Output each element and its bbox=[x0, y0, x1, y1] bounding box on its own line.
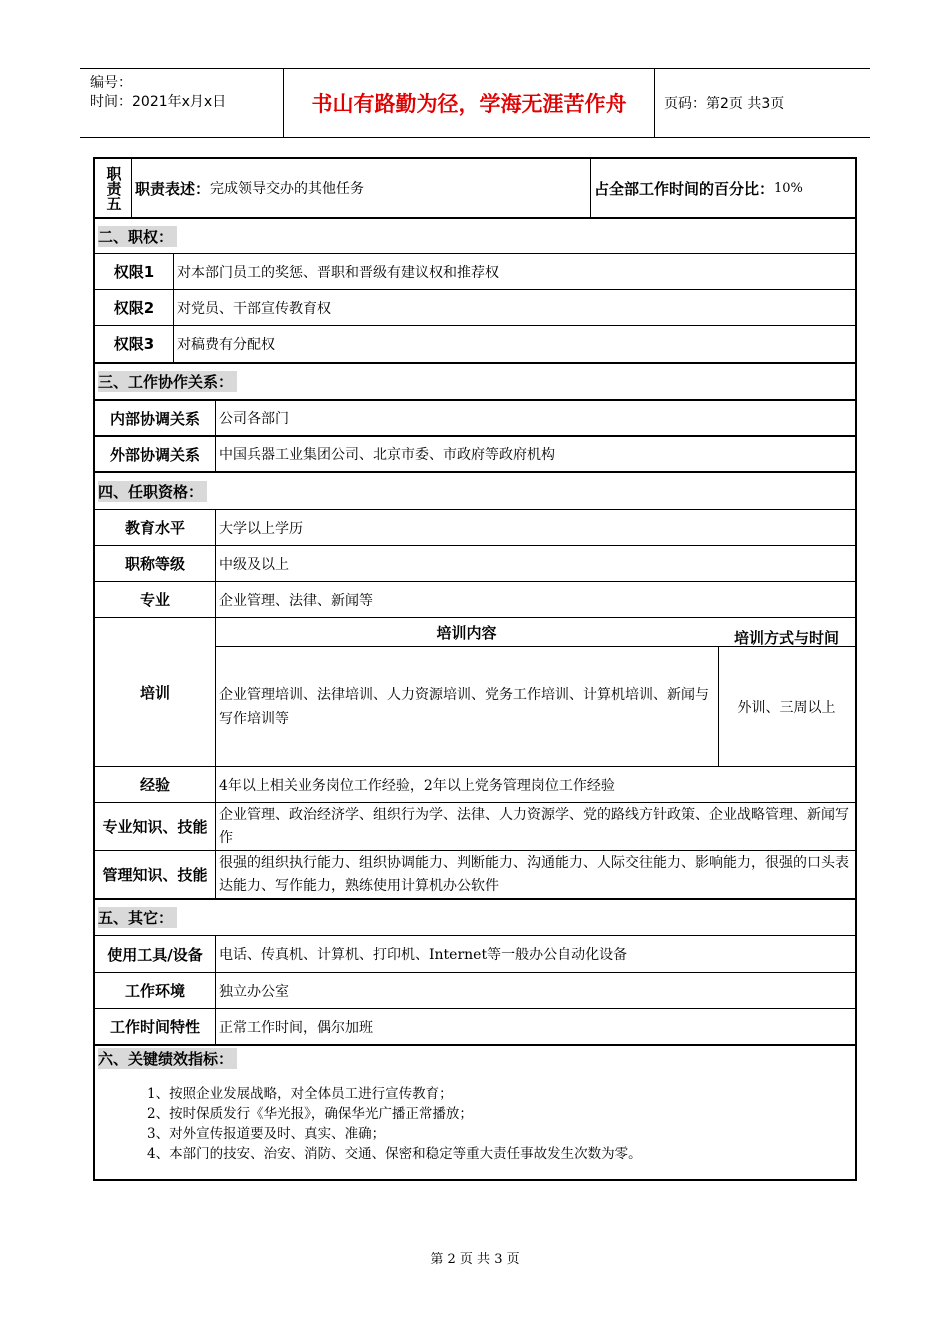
kpi-item: 3、对外宣传报道要及时、真实、准确； bbox=[147, 1126, 386, 1142]
training-content-header: 培训内容 bbox=[436, 623, 497, 642]
kpi-item: 2、按时保质发行《华光报》，确保华光广播正常播放； bbox=[147, 1106, 473, 1122]
duty5-label: 职责五 bbox=[104, 165, 123, 211]
training-content-value: 企业管理培训、法律培训、人力资源培训、党务工作培训、计算机培训、新闻与写作培训等 bbox=[219, 686, 709, 727]
duty5-desc-label: 职责表述： bbox=[135, 179, 211, 198]
coop-value-internal: 公司各部门 bbox=[219, 411, 289, 427]
duty5-description bbox=[135, 159, 590, 217]
experience-label: 经验 bbox=[139, 776, 170, 794]
coop-value-external: 中国兵器工业集团公司、北京市委、市政府等政府机构 bbox=[219, 447, 555, 463]
training-method-value: 外训、三周以上 bbox=[737, 699, 836, 716]
page-footer: 第 2 页 共 3 页 bbox=[430, 1252, 520, 1267]
authority-value-3: 对稿费有分配权 bbox=[177, 336, 275, 353]
kpi-list bbox=[147, 1084, 847, 1164]
duty5-percent bbox=[594, 159, 855, 217]
knowledge-label: 专业知识、技能 bbox=[102, 818, 208, 836]
section-cooperation: 三、工作协作关系： bbox=[95, 364, 855, 399]
environment-value: 独立办公室 bbox=[219, 983, 289, 1000]
motto: 书山有路勤为径，学海无涯苦作舟 bbox=[283, 69, 655, 137]
tools-label: 使用工具/设备 bbox=[107, 945, 203, 964]
authority-value-1: 对本部门员工的奖惩、晋职和晋级有建议权和推荐权 bbox=[177, 264, 499, 281]
authority-label-2: 权限2 bbox=[113, 299, 155, 317]
job-description-table bbox=[93, 157, 857, 1181]
work-time-value: 正常工作时间，偶尔加班 bbox=[219, 1019, 373, 1036]
authority-label-3: 权限3 bbox=[113, 335, 155, 353]
header-meta bbox=[80, 69, 283, 137]
coop-label-external: 外部协调关系 bbox=[109, 445, 200, 464]
section-authority: 二、职权： bbox=[95, 219, 855, 253]
time-label: 时间：2021年x月x日 bbox=[90, 94, 227, 110]
training-method-header: 培训方式与时间 bbox=[733, 629, 839, 647]
knowledge-value: 企业管理、政治经济学、组织行为学、法律、人力资源学、党的路线方针政策、企业战略管理、新闻写作 bbox=[219, 806, 849, 846]
education-label: 教育水平 bbox=[124, 519, 185, 537]
training-label: 培训 bbox=[139, 683, 170, 702]
management-value: 很强的组织执行能力、组织协调能力、判断能力、沟通能力、人际交往能力、影响能力，很强的口头表达能力、写作能力，熟练使用计算机办公软件 bbox=[219, 854, 849, 894]
experience-value: 4年以上相关业务岗位工作经验，2年以上党务管理岗位工作经验 bbox=[219, 777, 615, 794]
coop-label-internal: 内部协调关系 bbox=[109, 409, 200, 428]
tools-value: 电话、传真机、计算机、打印机、Internet等一般办公自动化设备 bbox=[219, 947, 628, 963]
section-other: 五、其它： bbox=[95, 900, 855, 935]
title-level-label: 职称等级 bbox=[124, 555, 185, 573]
page-info: 页码：第2页 共3页 bbox=[664, 96, 785, 112]
authority-value-2: 对党员、干部宣传教育权 bbox=[177, 300, 331, 317]
major-label: 专业 bbox=[139, 591, 170, 609]
management-label: 管理知识、技能 bbox=[102, 866, 208, 884]
duty5-percent-value: 10% bbox=[774, 180, 803, 196]
section-qualification: 四、任职资格： bbox=[95, 473, 855, 509]
major-value: 企业管理、法律、新闻等 bbox=[219, 592, 373, 609]
work-time-label: 工作时间特性 bbox=[109, 1018, 200, 1036]
section-kpi: 六、关键绩效指标： bbox=[95, 1046, 855, 1070]
kpi-item: 4、本部门的技安、治安、消防、交通、保密和稳定等重大责任事故发生次数为零。 bbox=[147, 1146, 642, 1162]
number-label: 编号： bbox=[90, 75, 132, 91]
duty5-percent-label: 占全部工作时间的百分比： bbox=[594, 179, 775, 198]
environment-label: 工作环境 bbox=[124, 982, 185, 1000]
duty5-desc-value: 完成领导交办的其他任务 bbox=[210, 181, 365, 197]
kpi-item: 1、按照企业发展战略，对全体员工进行宣传教育； bbox=[147, 1086, 453, 1102]
authority-label-1: 权限1 bbox=[113, 263, 155, 281]
education-value: 大学以上学历 bbox=[219, 520, 303, 537]
title-level-value: 中级及以上 bbox=[219, 556, 289, 573]
page-header bbox=[80, 68, 870, 138]
